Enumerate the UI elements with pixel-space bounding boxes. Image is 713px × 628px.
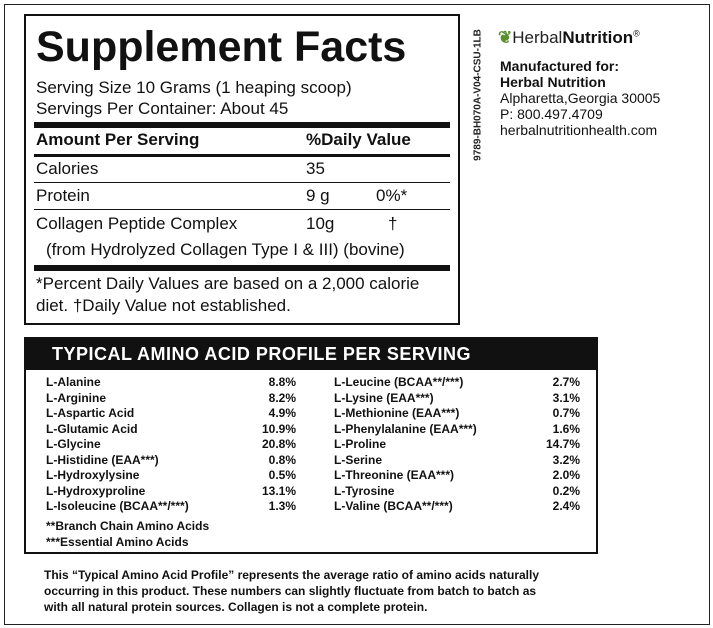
amino-name: L-Histidine (EAA***): [46, 452, 159, 467]
manufactured-for-heading: Manufactured for:: [500, 58, 619, 74]
collagen-daily-value: †: [388, 214, 398, 233]
product-code-text: 9789-BH070A-V04-CSU-1LB: [472, 29, 484, 161]
amino-pct: 1.6%: [552, 421, 580, 436]
leaf-icon: ❦: [498, 28, 513, 47]
amino-pct: 2.7%: [552, 375, 580, 389]
supplement-facts-title: Supplement Facts: [36, 23, 407, 71]
collagen-amount: 10g: [306, 214, 335, 233]
protein-daily-value: 0%*: [376, 186, 408, 205]
amino-row: [334, 422, 580, 438]
amino-row: [46, 484, 296, 500]
amino-profile-disclaimer: [44, 567, 604, 615]
amino-row: [334, 499, 580, 515]
daily-value-header: %Daily Value: [306, 130, 411, 149]
amino-pct: 2.4%: [552, 499, 580, 513]
amino-row: [46, 375, 296, 391]
amino-row: [46, 499, 296, 515]
amino-name: L-Arginine: [46, 390, 106, 405]
amino-name: L-Hydroxylysine: [46, 468, 140, 482]
brand-nutrition: Nutrition: [562, 28, 634, 47]
manufacturer-website: herbalnutritionhealth.com: [500, 122, 658, 138]
amino-name: L-Alanine: [46, 375, 101, 389]
amino-pct: 0.8%: [268, 452, 296, 467]
amino-pct: 2.0%: [552, 468, 580, 482]
manufacturer-phone: P: 800.497.4709: [500, 106, 603, 122]
amino-row: [334, 375, 580, 391]
amino-name: L-Threonine (EAA***): [334, 468, 454, 482]
thick-divider: [34, 122, 450, 128]
amino-pct: 8.8%: [268, 375, 296, 389]
collagen-label: Collagen Peptide Complex: [36, 214, 238, 233]
amino-row: [46, 437, 296, 453]
disclaimer-line-1: This “Typical Amino Acid Profile” represents the average ratio of amino acids naturally: [44, 568, 540, 582]
supplement-facts-panel: [24, 14, 460, 325]
manufacturer-address: Alpharetta,Georgia 30005: [500, 90, 661, 106]
amino-name: L-Isoleucine (BCAA**/***): [46, 499, 189, 513]
amino-row: [46, 406, 296, 422]
servings-per-container: Servings Per Container: About 45: [36, 99, 289, 118]
product-code: [467, 15, 489, 175]
amino-pct: 3.2%: [552, 452, 580, 467]
amino-row: [334, 437, 580, 453]
disclaimer-line-2: occurring in this product. These numbers can slightly fluctuate from batch to batch as: [44, 584, 537, 598]
amino-name: L-Proline: [334, 437, 387, 451]
amino-pct: 0.5%: [268, 468, 296, 482]
amino-name: L-Valine (BCAA**/***): [334, 499, 453, 513]
amino-pct: 4.9%: [268, 406, 296, 420]
row-divider: [34, 209, 450, 210]
amino-row: [334, 468, 580, 484]
calories-amount: 35: [306, 159, 325, 178]
amino-name: L-Glycine: [46, 437, 101, 451]
amino-row: [334, 484, 580, 500]
bcaa-note: **Branch Chain Amino Acids: [46, 519, 210, 533]
amino-name: L-Glutamic Acid: [46, 421, 138, 436]
medium-divider: [34, 154, 450, 157]
registered-mark: ®: [633, 28, 640, 39]
serving-size: Serving Size 10 Grams (1 heaping scoop): [36, 78, 352, 97]
amino-pct: 3.1%: [552, 390, 580, 405]
amino-row: [46, 422, 296, 438]
amino-row: [46, 391, 296, 407]
amino-row: [334, 453, 580, 469]
footnote-line-1: *Percent Daily Values are based on a 2,000 calorie: [36, 274, 420, 293]
amino-acid-profile-panel: [24, 337, 598, 554]
amount-per-serving-header: Amount Per Serving: [36, 130, 200, 149]
brand-logo: [498, 28, 640, 48]
amino-row: [334, 391, 580, 407]
protein-label: Protein: [36, 186, 90, 205]
row-divider: [34, 182, 450, 183]
amino-name: L-Lysine (EAA***): [334, 390, 434, 405]
amino-name: L-Aspartic Acid: [46, 406, 135, 420]
collagen-source: (from Hydrolyzed Collagen Type I & III) (bovine): [46, 240, 405, 259]
disclaimer-line-3: with all natural protein sources. Collagen is not a complete protein.: [44, 600, 428, 614]
calories-label: Calories: [36, 159, 99, 178]
amino-pct: 14.7%: [545, 437, 580, 451]
amino-pct: 0.7%: [552, 406, 580, 420]
amino-pct: 20.8%: [261, 437, 296, 451]
amino-name: L-Leucine (BCAA**/***): [334, 375, 464, 389]
amino-row: [334, 406, 580, 422]
amino-row: [46, 468, 296, 484]
amino-name: L-Hydroxyproline: [46, 483, 146, 498]
amino-pct: 8.2%: [268, 390, 296, 405]
amino-name: L-Phenylalanine (EAA***): [334, 421, 477, 436]
amino-name: L-Tyrosine: [334, 483, 395, 498]
amino-pct: 1.3%: [268, 499, 296, 513]
amino-name: L-Serine: [334, 452, 383, 467]
amino-pct: 10.9%: [261, 421, 296, 436]
amino-pct: 0.2%: [552, 483, 580, 498]
amino-left-column: [46, 375, 296, 515]
amino-pct: 13.1%: [261, 483, 296, 498]
footnote-line-2: diet. †Daily Value not established.: [36, 296, 291, 315]
amino-name: L-Methionine (EAA***): [334, 406, 460, 420]
thick-divider: [34, 265, 450, 271]
amino-right-column: [334, 375, 580, 515]
amino-row: [46, 453, 296, 469]
amino-profile-title: TYPICAL AMINO ACID PROFILE PER SERVING: [26, 339, 596, 370]
protein-amount: 9 g: [306, 186, 330, 205]
brand-herbal: Herbal: [512, 28, 563, 47]
eaa-note: ***Essential Amino Acids: [46, 535, 189, 549]
manufacturer-name: Herbal Nutrition: [500, 74, 606, 90]
